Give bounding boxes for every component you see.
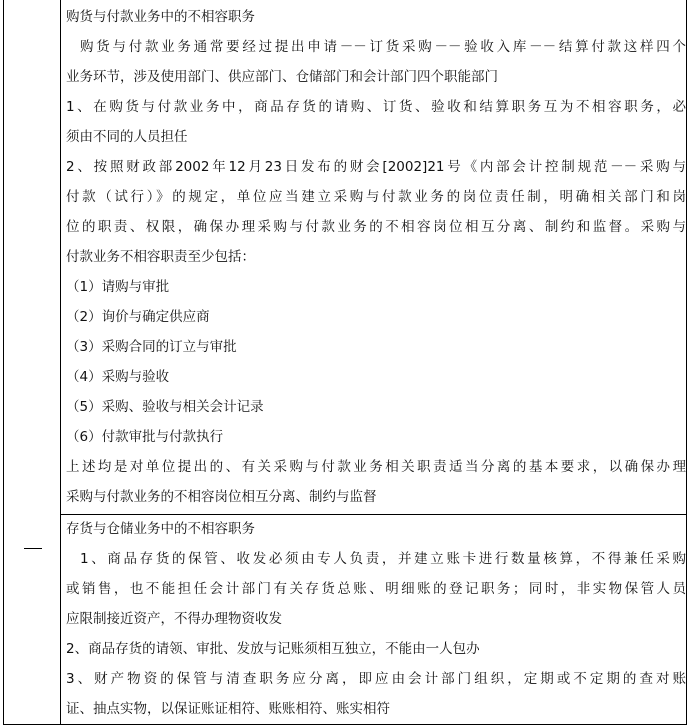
section-purchase-payment: [66, 2, 686, 512]
section-inventory-storage: [66, 514, 686, 724]
list-item: （1）请购与审批: [66, 279, 170, 295]
paragraph-line: 1、商品存货的保管、收发必须由专人负责，并建立账卡进行数量核算，不得兼任采购: [80, 551, 686, 567]
paragraph-line: 付款（试行）》的规定，单位应当建立采购与付款业务的岗位责任制，明确相关部门和岗: [66, 189, 686, 205]
paragraph-line: 业务环节，涉及使用部门、供应部门、仓储部门和会计部门四个职能部门: [66, 69, 498, 85]
paragraph-line: 或销售，也不能担任会计部门有关存货总账、明细账的登记职务；同时，非实物保管人员: [66, 581, 686, 597]
row-marker-dash: [24, 548, 42, 549]
section-title: 存货与仓储业务中的不相容职务: [66, 521, 255, 537]
paragraph-line: 1、在购货与付款业务中，商品存货的请购、订货、验收和结算职务互为不相容职务，必: [66, 99, 686, 115]
list-item: （6）付款审批与付款执行: [66, 429, 224, 445]
paragraph-line: 证、抽点实物，以保证账证相符、账账相符、账实相符: [66, 701, 390, 717]
list-item: （3）采购合同的订立与审批: [66, 339, 237, 355]
paragraph-line: 采购与付款业务的不相容岗位相互分离、制约与监督: [66, 489, 377, 505]
paragraph-line: 3、财产物资的保管与清查职务应分离，即应由会计部门组织，定期或不定期的查对账: [66, 671, 686, 687]
paragraph-line: 上述均是对单位提出的、有关采购与付款业务相关职责适当分离的基本要求，以确保办理: [66, 459, 686, 475]
paragraph-line: 须由不同的人员担任: [66, 129, 188, 145]
list-item: （5）采购、验收与相关会计记录: [66, 399, 264, 415]
section-title: 购货与付款业务中的不相容职务: [66, 9, 255, 25]
table-right-border: [686, 0, 687, 725]
paragraph-line: 应限制接近资产，不得办理物资收发: [66, 611, 282, 627]
table-left-border: [3, 0, 4, 725]
table-column-divider: [60, 0, 61, 725]
paragraph-line: 2、按照财政部2002年12月23日发布的财会[2002]21号《内部会计控制规范－－采购与: [66, 159, 686, 175]
paragraph-line: 购货与付款业务通常要经过提出申请－－订货采购－－验收入库－－结算付款这样四个: [80, 39, 686, 55]
paragraph-line: 位的职责、权限，确保办理采购与付款业务的不相容岗位相互分离、制约和监督。采购与: [66, 219, 686, 235]
paragraph-line: 付款业务不相容职责至少包括：: [66, 249, 255, 265]
list-item: （2）询价与确定供应商: [66, 309, 210, 325]
list-item: （4）采购与验收: [66, 369, 170, 385]
paragraph-line: 2、商品存货的请领、审批、发放与记账须相互独立，不能由一人包办: [66, 641, 480, 657]
